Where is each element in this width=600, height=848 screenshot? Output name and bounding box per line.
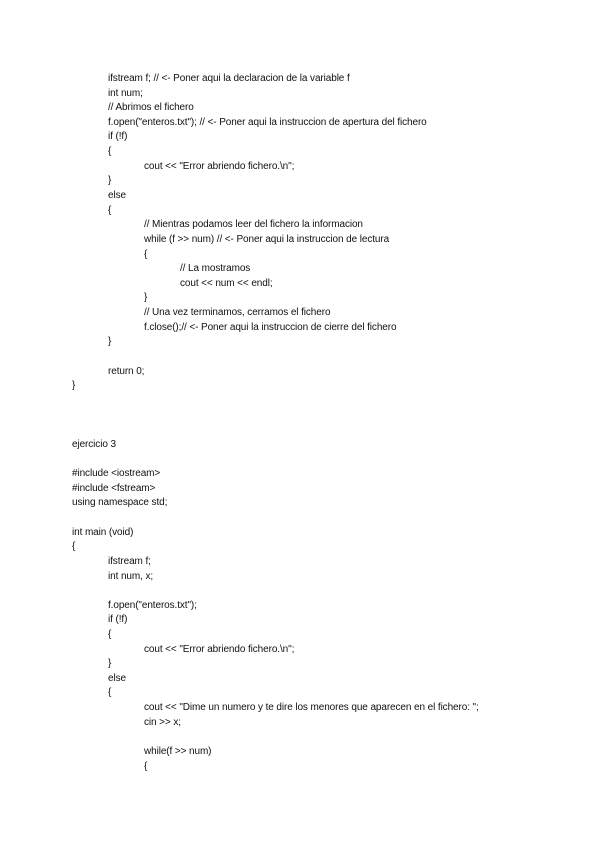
code-line: #include <iostream> <box>72 468 161 479</box>
code-line: int num, x; <box>108 571 154 582</box>
code-line: { <box>108 687 112 698</box>
code-line: { <box>108 146 112 157</box>
code-line: // Una vez terminamos, cerramos el fichero <box>144 307 331 318</box>
code-line: cout << "Error abriendo fichero.\n"; <box>144 644 295 655</box>
code-line: f.open("enteros.txt"); <box>108 600 197 611</box>
code-line: f.open("enteros.txt"); // <- Poner aqui la instruccion de apertura del fichero <box>108 117 427 128</box>
code-line: // Mientras podamos leer del fichero la informacion <box>144 219 363 230</box>
code-line: { <box>108 205 112 216</box>
code-line: cout << "Error abriendo fichero.\n"; <box>144 161 295 172</box>
code-line: { <box>144 761 148 772</box>
code-line: { <box>108 629 112 640</box>
code-line: ifstream f; <box>108 556 151 567</box>
code-line: } <box>144 292 148 303</box>
code-line: cout << "Dime un numero y te dire los menores que aparecen en el fichero: "; <box>144 702 479 713</box>
code-line: using namespace std; <box>72 497 168 508</box>
code-line: } <box>108 336 112 347</box>
code-line: } <box>72 380 76 391</box>
code-line: return 0; <box>108 366 145 377</box>
code-line: cin >> x; <box>144 717 181 728</box>
code-line: // Abrimos el fichero <box>108 102 194 113</box>
section-title: ejercicio 3 <box>72 439 116 450</box>
code-line: cout << num << endl; <box>180 278 273 289</box>
code-line: while (f >> num) // <- Poner aqui la instruccion de lectura <box>144 234 390 245</box>
code-line: { <box>144 249 148 260</box>
code-line: while(f >> num) <box>144 746 212 757</box>
code-line: // La mostramos <box>180 263 251 274</box>
code-line: else <box>108 190 126 201</box>
code-line: if (!f) <box>108 614 128 625</box>
code-line: f.close();// <- Poner aqui la instruccion de cierre del fichero <box>144 322 397 333</box>
code-line: #include <fstream> <box>72 483 156 494</box>
code-line: int main (void) <box>72 527 134 538</box>
code-line: if (!f) <box>108 131 128 142</box>
code-line: ifstream f; // <- Poner aqui la declaracion de la variable f <box>108 73 350 84</box>
code-line: } <box>108 658 112 669</box>
code-line: } <box>108 175 112 186</box>
code-line: { <box>72 541 76 552</box>
code-line: else <box>108 673 126 684</box>
code-line: int num; <box>108 88 143 99</box>
